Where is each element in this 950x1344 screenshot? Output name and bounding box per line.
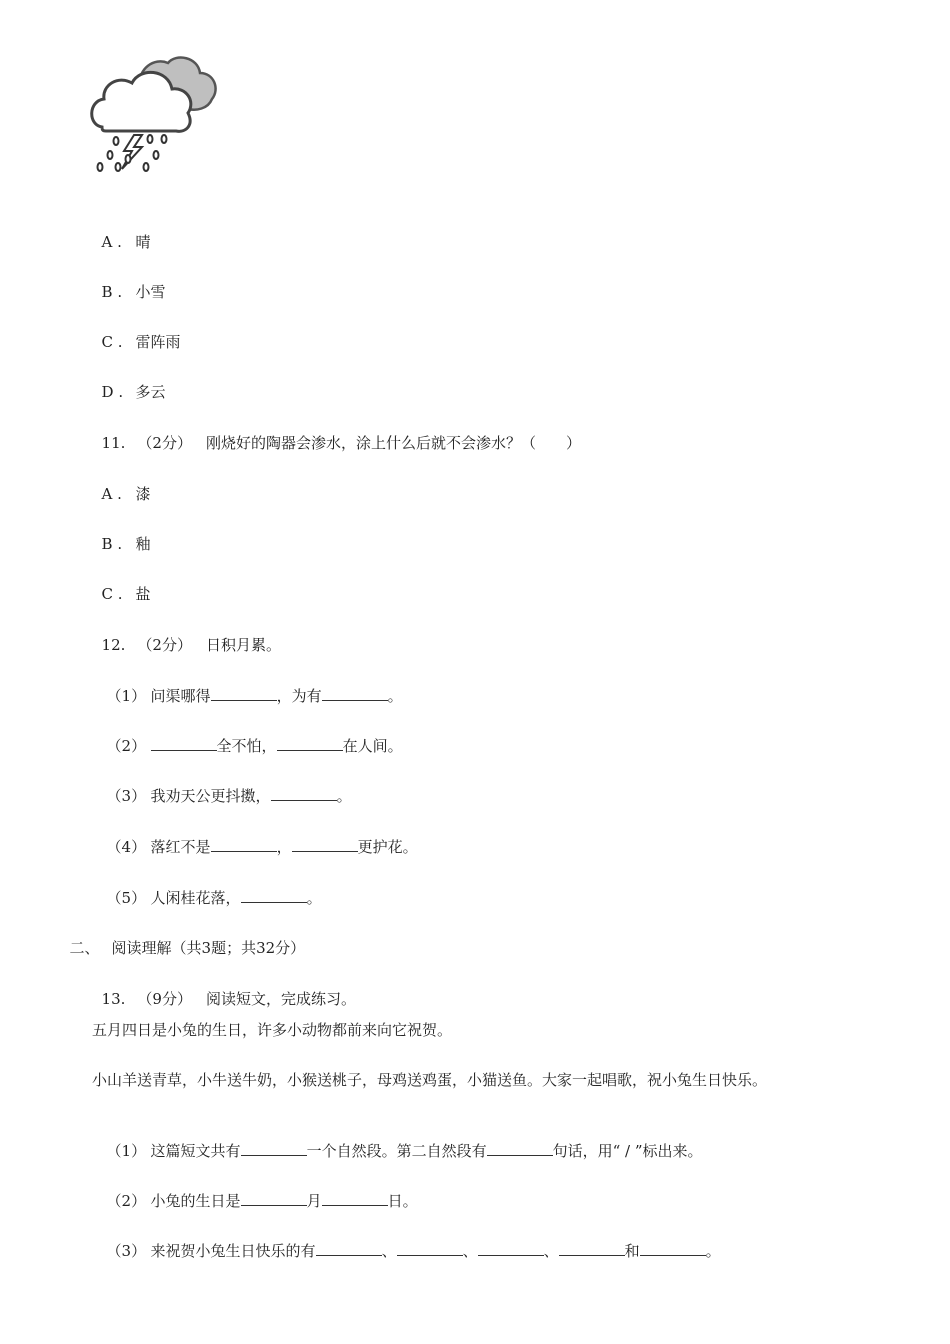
question-number: 12. [101,636,126,654]
item-text: 一个自然段。第二自然段有 [306,1142,487,1160]
question-text: 日积月累。 [205,636,281,654]
item-text: 落红不是 [150,838,211,856]
answer-blank[interactable] [241,888,307,903]
q11-option-b[interactable] [92,514,151,554]
option-letter: A . [101,233,122,251]
option-letter: A . [101,485,122,503]
option-text: 晴 [135,233,151,251]
q12-stem [92,615,281,655]
passage-paragraph-2: 小山羊送青草，小牛送牛奶，小猴送桃子，母鸡送鸡蛋，小猫送鱼。大家一起唱歌，祝小兔生日快乐。 [92,1071,768,1089]
option-text: 小雪 [135,283,166,301]
q11-option-c[interactable] [92,564,151,604]
item-text: 。 [306,889,322,907]
item-text: ， [276,838,292,856]
answer-blank[interactable] [241,1191,307,1206]
question-number: 11. [101,434,126,452]
section-title: 阅读理解（共3题；共32分） [111,939,306,957]
section-number: 二、 [69,939,100,957]
sub-number: （5） [106,889,147,907]
q13-item-3 [97,1221,721,1261]
answer-blank[interactable] [211,837,277,852]
answer-blank[interactable] [241,1141,307,1156]
item-text: 小兔的生日是 [150,1192,241,1210]
answer-blank[interactable] [292,837,358,852]
thunderstorm-icon [88,55,220,177]
item-text: 。 [387,687,403,705]
answer-blank[interactable] [478,1241,544,1256]
answer-blank[interactable] [211,686,277,701]
q11-stem [92,413,581,453]
option-letter: D . [101,383,124,401]
answer-blank[interactable] [277,736,343,751]
option-text: 盐 [135,585,151,603]
q10-option-c[interactable] [92,312,181,352]
sub-number: （2） [106,737,147,755]
answer-blank[interactable] [151,736,217,751]
section-heading [60,918,305,958]
item-text: 。 [705,1242,721,1260]
sub-number: （1） [106,1142,147,1160]
separator: 、 [462,1242,478,1260]
answer-blank[interactable] [559,1241,625,1256]
answer-blank[interactable] [322,1191,388,1206]
item-text: 我劝天公更抖擞， [150,787,271,805]
q13-stem [92,969,356,1009]
q10-option-b[interactable] [92,262,166,302]
option-text: 漆 [135,485,151,503]
question-score: （2分） [137,434,192,452]
conjunction: 和 [624,1242,640,1260]
item-text: 问渠哪得 [150,687,211,705]
question-text: 刚烧好的陶器会渗水，涂上什么后就不会渗水？（ ） [205,434,581,452]
q12-item-4 [97,817,418,857]
answer-blank[interactable] [487,1141,553,1156]
option-letter: B . [101,283,123,301]
question-text: 阅读短文，完成练习。 [205,990,356,1008]
q10-option-d[interactable] [92,362,166,402]
separator: 、 [543,1242,559,1260]
sub-number: （3） [106,787,147,805]
answer-blank[interactable] [397,1241,463,1256]
option-letter: B . [101,535,123,553]
q13-item-1 [97,1121,703,1161]
answer-blank[interactable] [322,686,388,701]
item-text: 更护花。 [357,838,418,856]
q12-item-3 [97,766,352,806]
item-text: 。 [336,787,352,805]
option-text: 釉 [135,535,151,553]
question-score: （2分） [137,636,192,654]
option-text: 雷阵雨 [135,333,181,351]
sub-number: （3） [106,1242,147,1260]
item-text: 月 [306,1192,322,1210]
separator: 、 [381,1242,397,1260]
option-letter: C . [101,333,123,351]
q13-item-2 [97,1171,418,1211]
item-text: ，为有 [276,687,322,705]
option-text: 多云 [135,383,166,401]
item-text: 人闲桂花落， [150,889,241,907]
passage-paragraph-1: 五月四日是小兔的生日，许多小动物都前来向它祝贺。 [92,1021,453,1039]
sub-number: （4） [106,838,147,856]
q12-item-5 [97,868,322,908]
question-score: （9分） [137,990,192,1008]
q12-item-2 [97,716,403,756]
item-text: 这篇短文共有 [150,1142,241,1160]
item-text: 在人间。 [342,737,403,755]
sub-number: （1） [106,687,147,705]
answer-blank[interactable] [640,1241,706,1256]
q11-option-a[interactable] [92,464,151,504]
q10-option-a[interactable] [92,212,151,252]
q12-item-1 [97,666,403,706]
item-text: 日。 [387,1192,418,1210]
answer-blank[interactable] [316,1241,382,1256]
question-number: 13. [101,990,126,1008]
item-text: 全不怕， [216,737,277,755]
item-text: 来祝贺小兔生日快乐的有 [150,1242,316,1260]
option-letter: C . [101,585,123,603]
sub-number: （2） [106,1192,147,1210]
item-text: 句话，用“ / ”标出来。 [552,1142,703,1160]
answer-blank[interactable] [271,786,337,801]
